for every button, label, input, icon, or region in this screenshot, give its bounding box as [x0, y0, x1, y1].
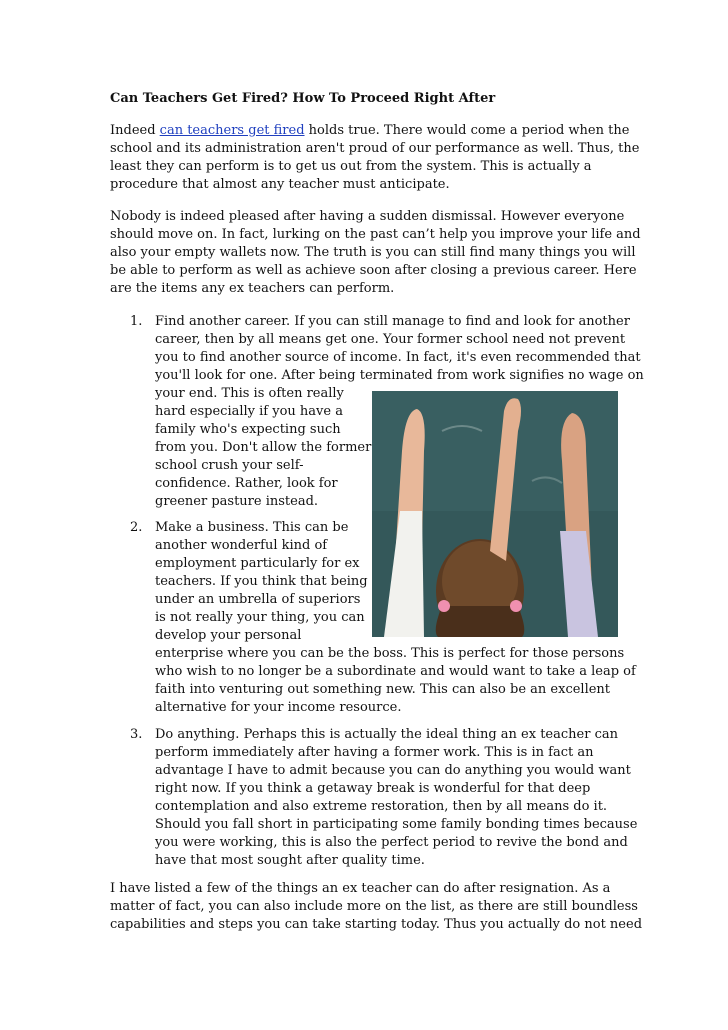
paragraph-3-line: capabilities and steps you can take starting today. Thus you actually do not need [110, 917, 643, 932]
paragraph-1-line-3: least they can perform is to get us out from the system. This is actually a [110, 159, 592, 174]
list-item-3-line: perform immediately after having a former work. This is in fact an [155, 745, 594, 760]
paragraph-2-line: should move on. In fact, lurking on the past can’t help you improve your life and [110, 227, 641, 242]
list-item-1-line: family who's expecting such [155, 422, 341, 437]
list-item-2-line: develop your personal [155, 628, 302, 643]
list-item-2-line: enterprise where you can be the boss. This is perfect for those persons [155, 646, 625, 661]
paragraph-3-line: matter of fact, you can also include more on the list, as there are still boundless [110, 899, 638, 914]
list-item-3-line: advantage I have to admit because you can do anything you would want [155, 763, 631, 778]
document-title: Can Teachers Get Fired? How To Proceed Right After [110, 91, 496, 106]
list-item-2-line: Make a business. This can be [155, 520, 349, 535]
list-item-1-line: your end. This is often really [155, 386, 344, 401]
paragraph-2-line: also your empty wallets now. The truth is you can still find many things you will [110, 245, 636, 260]
list-item-2-line: faith into venturing out something new. This can also be an excellent [155, 682, 611, 697]
paragraph-3-line: I have listed a few of the things an ex teacher can do after resignation. As a [110, 881, 611, 896]
list-item-1-line: career, then by all means get one. Your former school need not prevent [155, 332, 626, 347]
list-number-1: 1. [130, 314, 143, 329]
list-number-3: 3. [130, 727, 143, 742]
list-item-1-line: from you. Don't allow the former [155, 440, 372, 455]
list-item-1-line: greener pasture instead. [155, 494, 319, 509]
paragraph-1-line-1: Indeed can teachers get fired holds true. There would come a period when the [110, 123, 630, 138]
list-item-1-line: Find another career. If you can still manage to find and look for another [155, 314, 630, 329]
list-item-3-line: right now. If you think a getaway break is wonderful for that deep [155, 781, 591, 796]
paragraph-2-line: be able to perform as well as achieve soon after closing a previous career. Here [110, 263, 637, 278]
classroom-photo [372, 391, 618, 637]
students-raising-hands-image [372, 391, 618, 637]
list-item-1-line: confidence. Rather, look for [155, 476, 338, 491]
paragraph-1-line-4: procedure that almost any teacher must anticipate. [110, 177, 450, 192]
list-item-2-line: under an umbrella of superiors [155, 592, 361, 607]
list-item-3-line: you were working, this is also the perfect period to revive the bond and [155, 835, 628, 850]
list-item-1-line: you to find another source of income. In fact, it's even recommended that [155, 350, 641, 365]
list-number-2: 2. [130, 520, 143, 535]
teachers-fired-link[interactable]: can teachers get fired [159, 123, 305, 138]
list-item-1-line: school crush your self- [155, 458, 304, 473]
list-item-2-line: who wish to no longer be a subordinate and would want to take a leap of [155, 664, 636, 679]
list-item-1-line: hard especially if you have a [155, 404, 343, 419]
list-item-3-line: have that most sought after quality time. [155, 853, 425, 868]
paragraph-2-line: Nobody is indeed pleased after having a sudden dismissal. However everyone [110, 209, 625, 224]
list-item-2-line: is not really your thing, you can [155, 610, 365, 625]
list-item-2-line: another wonderful kind of [155, 538, 328, 553]
list-item-2-line: alternative for your income resource. [155, 700, 402, 715]
list-item-2-line: teachers. If you think that being [155, 574, 368, 589]
paragraph-1-line-2: school and its administration aren't proud of our performance as well. Thus, the [110, 141, 640, 156]
list-item-3-line: Should you fall short in participating some family bonding times because [155, 817, 638, 832]
list-item-2-line: employment particularly for ex [155, 556, 360, 571]
list-item-3-line: contemplation and also extreme restoration, then by all means do it. [155, 799, 608, 814]
list-item-3-line: Do anything. Perhaps this is actually the ideal thing an ex teacher can [155, 727, 618, 742]
paragraph-2-line: are the items any ex teachers can perform. [110, 281, 395, 296]
list-item-1-line: you'll look for one. After being terminated from work signifies no wage on [155, 368, 644, 383]
